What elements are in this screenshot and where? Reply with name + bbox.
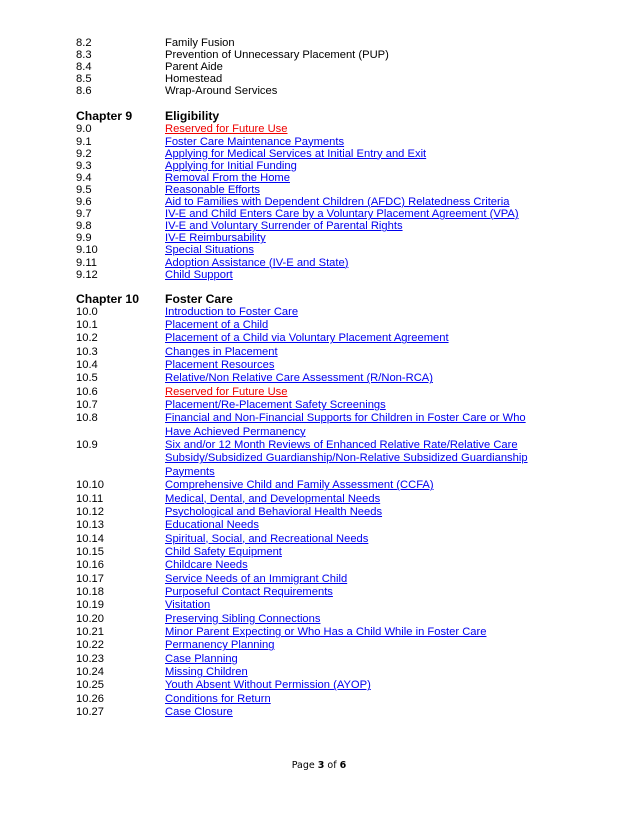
toc-entry-link[interactable]: Visitation (165, 599, 211, 612)
toc-entry-title: Wrap-Around Services (165, 85, 278, 98)
toc-entry-number: 10.6 (76, 385, 98, 398)
toc-entry-number: 10.10 (76, 479, 104, 492)
toc-entry-link[interactable]: Adoption Assistance (IV-E and State) (165, 256, 349, 269)
toc-entry-link[interactable]: Missing Children (165, 665, 248, 678)
chapter-8-tail-list (76, 37, 546, 97)
toc-entry-number: 8.5 (76, 73, 92, 86)
toc-entry-link[interactable]: Case Planning (165, 652, 238, 665)
toc-entry-number: 10.9 (76, 439, 98, 452)
toc-entry-link[interactable]: Special Situations (165, 244, 254, 257)
toc-entry-number: 10.23 (76, 652, 104, 665)
toc-entry-link[interactable]: Comprehensive Child and Family Assessment (CCFA) (165, 479, 434, 492)
toc-entry-number: 10.26 (76, 692, 104, 705)
toc-entry[interactable] (76, 559, 546, 572)
toc-entry[interactable] (76, 679, 546, 692)
toc-entry-number: 10.25 (76, 679, 104, 692)
toc-entry-link[interactable]: Youth Absent Without Permission (AYOP) (165, 679, 371, 692)
toc-entry-link[interactable]: Psychological and Behavioral Health Needs (165, 505, 383, 518)
toc-entry-link[interactable]: IV-E and Voluntary Surrender of Parental Rights (165, 220, 403, 233)
toc-entry-number: 10.20 (76, 612, 104, 625)
toc-entry-number: 9.7 (76, 208, 92, 221)
toc-entry-number: 10.8 (76, 412, 98, 425)
toc-entry-link[interactable]: Placement Resources (165, 359, 275, 372)
toc-entry-link[interactable]: Minor Parent Expecting or Who Has a Child While in Foster Care (165, 625, 487, 638)
toc-entry-number: 10.16 (76, 559, 104, 572)
toc-entry[interactable] (76, 160, 546, 172)
toc-entry-number: 10.18 (76, 585, 104, 598)
toc-entry-number: 10.27 (76, 706, 104, 718)
toc-entry-link[interactable]: Introduction to Foster Care (165, 305, 299, 318)
toc-entry (76, 37, 546, 49)
toc-entry-link[interactable]: Placement/Re-Placement Safety Screenings (165, 399, 386, 412)
toc-entry-number: 10.11 (76, 492, 104, 505)
toc-entry[interactable] (76, 412, 546, 439)
toc-entry-number: 10.15 (76, 545, 104, 558)
toc-entry-link[interactable]: Preserving Sibling Connections (165, 612, 321, 625)
toc-entry-number: 10.17 (76, 572, 104, 585)
toc-entry[interactable] (76, 439, 546, 479)
toc-entry-link[interactable]: Aid to Families with Dependent Children (AFDC) Relatedness Criteria (165, 196, 510, 209)
toc-entry[interactable] (76, 533, 546, 546)
chapter-9-heading (76, 110, 546, 123)
toc-entry[interactable] (76, 573, 546, 586)
toc-entry[interactable] (76, 386, 546, 399)
toc-entry[interactable] (76, 359, 546, 372)
toc-entry[interactable] (76, 232, 546, 244)
toc-entry-number: 10.7 (76, 399, 98, 412)
toc-entry-link[interactable]: Child Support (165, 268, 233, 281)
toc-entry[interactable] (76, 613, 546, 626)
toc-entry-number: 9.6 (76, 196, 92, 209)
page-footer (0, 760, 638, 771)
toc-entry[interactable] (76, 653, 546, 666)
toc-entry-number: 9.1 (76, 135, 92, 148)
toc-entry-link[interactable]: Reserved for Future Use (165, 123, 288, 136)
toc-entry[interactable] (76, 184, 546, 196)
toc-entry-number: 9.0 (76, 123, 92, 136)
toc-entry-number: 10.5 (76, 372, 98, 385)
toc-entry-number: 10.1 (76, 319, 98, 332)
toc-entry-title: Homestead (165, 73, 223, 86)
toc-entry-link[interactable]: Purposeful Contact Requirements (165, 585, 333, 598)
toc-entry-number: 10.3 (76, 345, 98, 358)
toc-entry[interactable] (76, 626, 546, 639)
toc-entry[interactable] (76, 208, 546, 220)
toc-entry[interactable] (76, 319, 546, 332)
toc-entry-link[interactable]: Childcare Needs (165, 559, 248, 572)
toc-entry-link[interactable]: Case Closure (165, 706, 233, 718)
toc-entry[interactable] (76, 519, 546, 532)
toc-entry[interactable] (76, 269, 546, 281)
toc-entry-link[interactable]: Reserved for Future Use (165, 385, 288, 398)
toc-entry-link[interactable]: IV-E Reimbursability (165, 232, 266, 245)
footer-current-page: 3 (317, 760, 325, 771)
toc-entry-number: 9.4 (76, 171, 92, 184)
toc-entry-number: 10.14 (76, 532, 104, 545)
toc-entry[interactable] (76, 332, 546, 345)
toc-entry-number: 9.2 (76, 147, 92, 160)
toc-entry-link[interactable]: Permanency Planning (165, 639, 275, 652)
chapter-10-label: Chapter 10 (76, 291, 139, 306)
toc-entry[interactable] (76, 666, 546, 679)
toc-entry[interactable] (76, 506, 546, 519)
toc-entry[interactable] (76, 399, 546, 412)
toc-entry-number: 10.0 (76, 305, 98, 318)
toc-entry-title: Prevention of Unnecessary Placement (PUP) (165, 49, 389, 62)
toc-entry-number: 10.21 (76, 625, 104, 638)
toc-entry[interactable] (76, 244, 546, 256)
chapter-9-title: Eligibility (165, 109, 220, 124)
toc-entry-number: 8.2 (76, 37, 92, 49)
toc-entry (76, 85, 546, 97)
toc-entry[interactable] (76, 306, 546, 319)
toc-entry-link[interactable]: Educational Needs (165, 519, 259, 532)
toc-entry[interactable] (76, 220, 546, 232)
toc-entry[interactable] (76, 372, 546, 385)
toc-entry-number: 10.2 (76, 332, 98, 345)
toc-entry-number: 9.3 (76, 159, 92, 172)
toc-entry-link[interactable]: Reasonable Efforts (165, 183, 260, 196)
toc-entry-number: 10.13 (76, 519, 104, 532)
toc-entry[interactable] (76, 136, 546, 148)
chapter-9-label: Chapter 9 (76, 109, 133, 124)
toc-entry-number: 10.24 (76, 665, 104, 678)
toc-entry-link[interactable]: Placement of a Child (165, 319, 269, 332)
toc-entry-title: Family Fusion (165, 37, 235, 49)
toc-entry-link[interactable]: Spiritual, Social, and Recreational Needs (165, 532, 369, 545)
toc-entry (76, 49, 546, 61)
toc-entry-link[interactable]: Placement of a Child via Voluntary Placement Agreement (165, 332, 449, 345)
chapter-10-list (76, 306, 546, 720)
toc-entry-link[interactable]: Relative/Non Relative Care Assessment (R/Non-RCA) (165, 372, 433, 385)
toc-entry-number: 9.8 (76, 220, 92, 233)
toc-entry-number: 9.10 (76, 244, 98, 257)
toc-entry[interactable] (76, 123, 546, 135)
toc-entry-number: 9.12 (76, 268, 98, 281)
toc-entry-number: 9.5 (76, 183, 92, 196)
toc-entry[interactable] (76, 599, 546, 612)
toc-entry-number: 10.4 (76, 359, 98, 372)
chapter-9-list (76, 123, 546, 280)
toc-entry-link[interactable]: IV-E and Child Enters Care by a Voluntary Placement Agreement (VPA) (165, 208, 519, 221)
toc-entry[interactable] (76, 172, 546, 184)
toc-entry[interactable] (76, 479, 546, 492)
toc-entry (76, 73, 546, 85)
toc-entry-number: 8.3 (76, 49, 92, 62)
toc-entry-link[interactable]: Service Needs of an Immigrant Child (165, 572, 348, 585)
toc-entry-number: 10.12 (76, 505, 104, 518)
toc-entry-link[interactable]: Medical, Dental, and Developmental Needs (165, 492, 381, 505)
toc-entry[interactable] (76, 639, 546, 652)
toc-entry-number: 8.6 (76, 85, 92, 98)
toc-entry-number: 10.22 (76, 639, 104, 652)
table-of-contents (76, 37, 546, 719)
toc-entry[interactable] (76, 546, 546, 559)
toc-entry-link[interactable]: Applying for Initial Funding (165, 159, 297, 172)
chapter-10-title: Foster Care (165, 291, 233, 306)
toc-entry[interactable] (76, 586, 546, 599)
toc-entry[interactable] (76, 493, 546, 506)
toc-entry-link[interactable]: Six and/or 12 Month Reviews of Enhanced Relative Rate/Relative Care Subsidy/Subsidized Guardianship/Non-Relative Subsidized Guardianship Payments (165, 439, 528, 478)
toc-entry-number: 9.9 (76, 232, 92, 245)
toc-entry-link[interactable]: Conditions for Return (165, 692, 271, 705)
toc-entry-link[interactable]: Applying for Medical Services at Initial Entry and Exit (165, 147, 427, 160)
toc-entry-link[interactable]: Foster Care Maintenance Payments (165, 135, 345, 148)
footer-of: of (327, 760, 337, 771)
toc-entry[interactable] (76, 257, 546, 269)
toc-entry-link[interactable]: Removal From the Home (165, 171, 290, 184)
toc-entry[interactable] (76, 346, 546, 359)
toc-entry-link[interactable]: Child Safety Equipment (165, 545, 282, 558)
toc-entry-number: 9.11 (76, 256, 97, 269)
toc-entry-title: Parent Aide (165, 61, 223, 74)
toc-entry[interactable] (76, 148, 546, 160)
footer-total-pages: 6 (339, 760, 347, 771)
toc-entry-link[interactable]: Financial and Non-Financial Supports for Children in Foster Care or Who Have Achieved Permanency (165, 412, 526, 438)
toc-entry-number: 10.19 (76, 599, 104, 612)
toc-entry[interactable] (76, 706, 546, 719)
chapter-10-heading (76, 293, 546, 306)
footer-page-prefix: Page (291, 760, 315, 771)
toc-entry[interactable] (76, 196, 546, 208)
toc-entry-link[interactable]: Changes in Placement (165, 345, 278, 358)
toc-entry (76, 61, 546, 73)
toc-entry-number: 8.4 (76, 61, 92, 74)
toc-entry[interactable] (76, 693, 546, 706)
